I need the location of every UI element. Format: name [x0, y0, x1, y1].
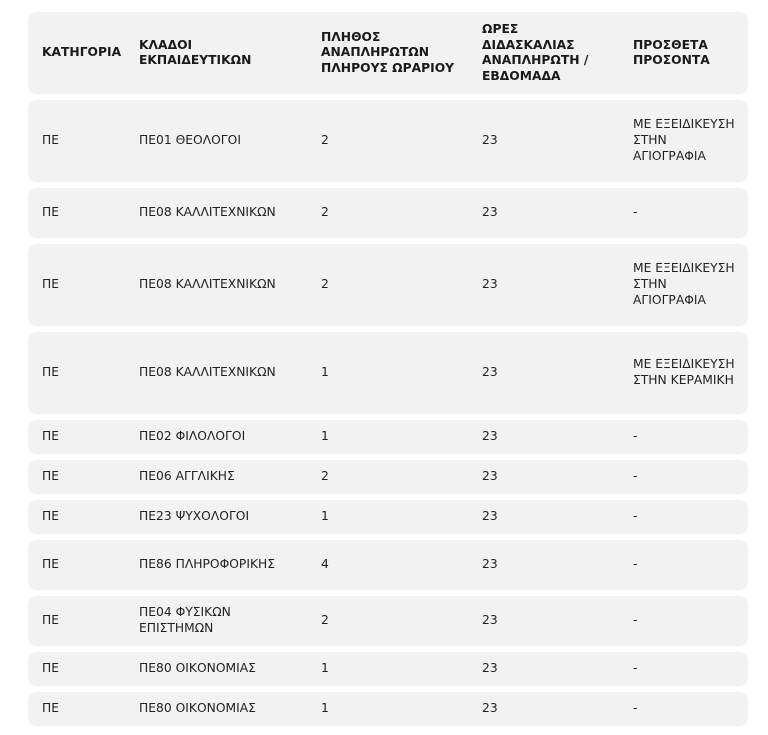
cell-hours: 23 [482, 613, 498, 628]
table-row [28, 500, 748, 534]
cell-count: 1 [321, 365, 329, 380]
staffing-table [28, 12, 748, 732]
cell-extra: ΜΕ ΕΞΕΙΔΙΚΕΥΣΗ ΣΤΗΝ ΑΓΙΟΓΡΑΦΙΑ [633, 117, 735, 163]
cell-count: 2 [321, 469, 329, 484]
cell-count: 1 [321, 429, 329, 444]
cell-category: ΠΕ [42, 701, 60, 716]
cell-branch: ΠΕ01 ΘΕΟΛΟΓΟΙ [139, 133, 241, 148]
cell-count: 2 [321, 613, 329, 628]
cell-category: ΠΕ [42, 277, 60, 292]
cell-count: 2 [321, 277, 329, 292]
table-row [28, 244, 748, 326]
cell-branch: ΠΕ80 ΟΙΚΟΝΟΜΙΑΣ [139, 661, 256, 676]
cell-extra: ΜΕ ΕΞΕΙΔΙΚΕΥΣΗ ΣΤΗΝ ΚΕΡΑΜΙΚΗ [633, 357, 735, 387]
cell-hours: 23 [482, 469, 498, 484]
cell-count: 1 [321, 701, 329, 716]
cell-extra: - [633, 429, 638, 444]
cell-count: 2 [321, 133, 329, 148]
cell-category: ΠΕ [42, 557, 60, 572]
cell-extra: ΜΕ ΕΞΕΙΔΙΚΕΥΣΗ ΣΤΗΝ ΑΓΙΟΓΡΑΦΙΑ [633, 261, 735, 307]
cell-extra: - [633, 613, 638, 628]
table-row [28, 540, 748, 590]
table-row [28, 460, 748, 494]
cell-count: 1 [321, 661, 329, 676]
cell-hours: 23 [482, 661, 498, 676]
cell-category: ΠΕ [42, 509, 60, 524]
cell-extra: - [633, 661, 638, 676]
cell-category: ΠΕ [42, 613, 60, 628]
table-row [28, 596, 748, 646]
cell-hours: 23 [482, 277, 498, 292]
cell-hours: 23 [482, 365, 498, 380]
cell-branch: ΠΕ08 ΚΑΛΛΙΤΕΧΝΙΚΩΝ [139, 365, 276, 380]
cell-count: 4 [321, 557, 329, 572]
cell-branch: ΠΕ80 ΟΙΚΟΝΟΜΙΑΣ [139, 701, 256, 716]
cell-extra: - [633, 509, 638, 524]
cell-hours: 23 [482, 557, 498, 572]
header-category: ΚΑΤΗΓΟΡΙΑ [42, 45, 122, 60]
cell-category: ΠΕ [42, 661, 60, 676]
cell-category: ΠΕ [42, 429, 60, 444]
header-count: ΠΛΗΘΟΣ ΑΝΑΠΛΗΡΩΤΩΝ ΠΛΗΡΟΥΣ ΩΡΑΡΙΟΥ [321, 29, 455, 75]
header-branches: ΚΛΑΔΟΙ ΕΚΠΑΙΔΕΥΤΙΚΩΝ [139, 37, 252, 67]
cell-branch: ΠΕ23 ΨΥΧΟΛΟΓΟΙ [139, 509, 250, 524]
cell-branch: ΠΕ02 ΦΙΛΟΛΟΓΟΙ [139, 429, 246, 444]
cell-category: ΠΕ [42, 205, 60, 220]
cell-category: ΠΕ [42, 133, 60, 148]
cell-category: ΠΕ [42, 469, 60, 484]
cell-count: 2 [321, 205, 329, 220]
cell-branch: ΠΕ06 ΑΓΓΛΙΚΗΣ [139, 469, 235, 484]
header-hours: ΩΡΕΣ ΔΙΔΑΣΚΑΛΙΑΣ ΑΝΑΠΛΗΡΩΤΗ / ΕΒΔΟΜΑΔΑ [482, 22, 589, 83]
table-row [28, 692, 748, 726]
table-row [28, 652, 748, 686]
header-extra: ΠΡΟΣΘΕΤΑ ΠΡΟΣΟΝΤΑ [633, 37, 710, 67]
cell-branch: ΠΕ08 ΚΑΛΛΙΤΕΧΝΙΚΩΝ [139, 277, 276, 292]
cell-extra: - [633, 701, 638, 716]
table-row [28, 188, 748, 238]
cell-hours: 23 [482, 133, 498, 148]
table-row [28, 420, 748, 454]
cell-hours: 23 [482, 701, 498, 716]
cell-count: 1 [321, 509, 329, 524]
table-row [28, 100, 748, 182]
cell-extra: - [633, 557, 638, 572]
cell-hours: 23 [482, 509, 498, 524]
table-header-row [28, 12, 748, 94]
cell-branch: ΠΕ86 ΠΛΗΡΟΦΟΡΙΚΗΣ [139, 557, 276, 572]
cell-hours: 23 [482, 205, 498, 220]
cell-extra: - [633, 205, 638, 220]
table-row [28, 332, 748, 414]
cell-hours: 23 [482, 429, 498, 444]
cell-extra: - [633, 469, 638, 484]
cell-category: ΠΕ [42, 365, 60, 380]
cell-branch: ΠΕ04 ΦΥΣΙΚΩΝ ΕΠΙΣΤΗΜΩΝ [139, 605, 231, 635]
cell-branch: ΠΕ08 ΚΑΛΛΙΤΕΧΝΙΚΩΝ [139, 205, 276, 220]
